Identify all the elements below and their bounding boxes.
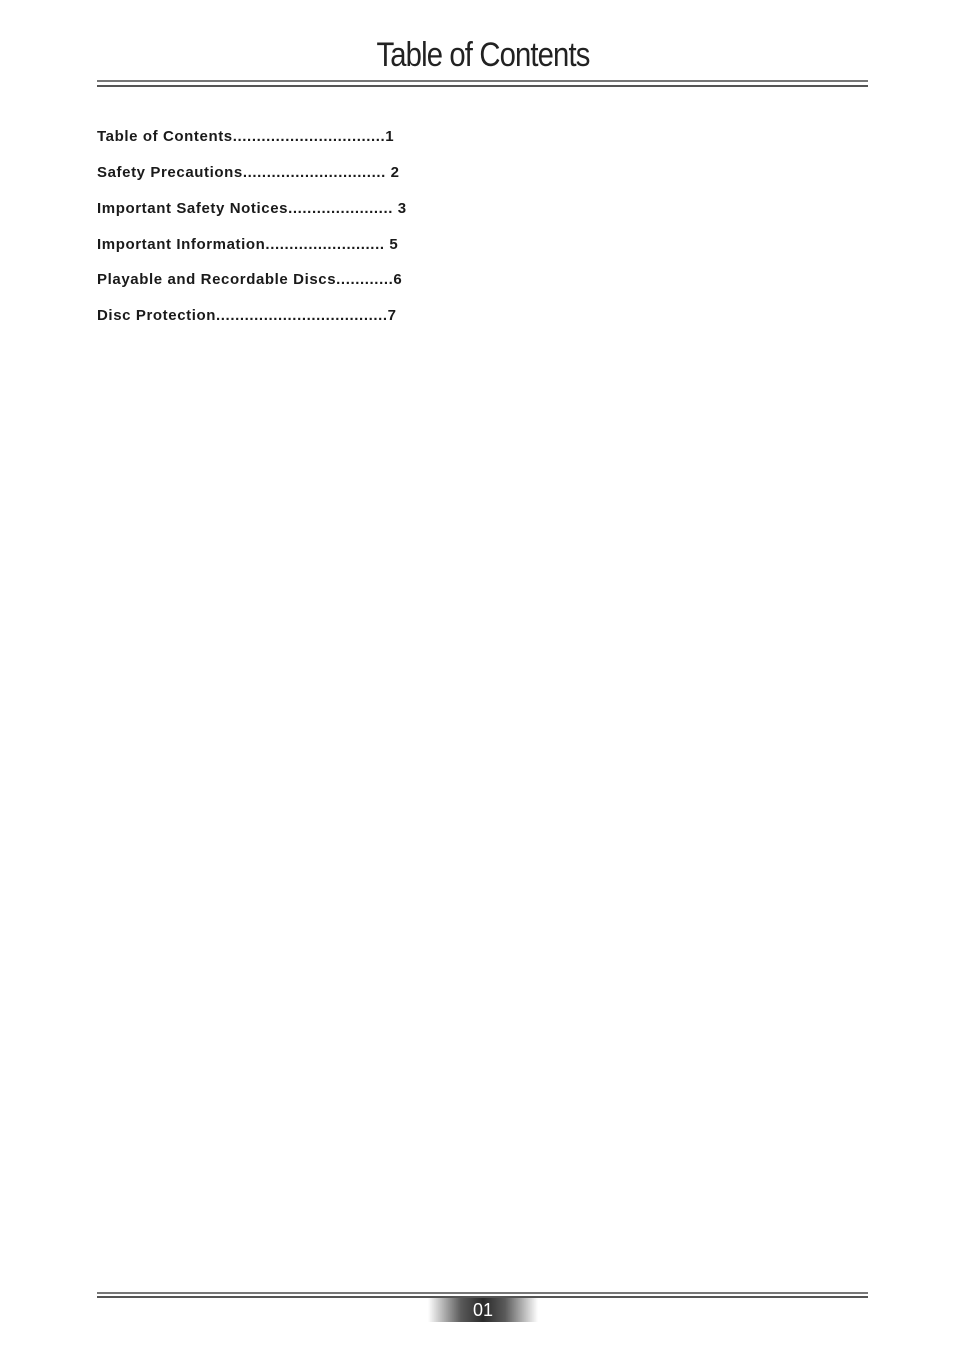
header-divider xyxy=(97,80,868,87)
toc-entry[interactable]: Safety Precautions.............................. 2 xyxy=(97,164,400,181)
page-number-badge xyxy=(428,1298,538,1322)
toc-entry[interactable]: Table of Contents................................1 xyxy=(97,128,395,145)
toc-entry[interactable]: Playable and Recordable Discs............6 xyxy=(97,271,403,288)
page-number: 01 xyxy=(472,1300,494,1320)
page-title: Table of Contents xyxy=(376,36,590,74)
toc-entry[interactable]: Important Information......................... 5 xyxy=(97,236,399,253)
toc-entry[interactable]: Important Safety Notices...................... 3 xyxy=(97,200,407,217)
toc-entry[interactable]: Disc Protection....................................7 xyxy=(97,307,397,324)
